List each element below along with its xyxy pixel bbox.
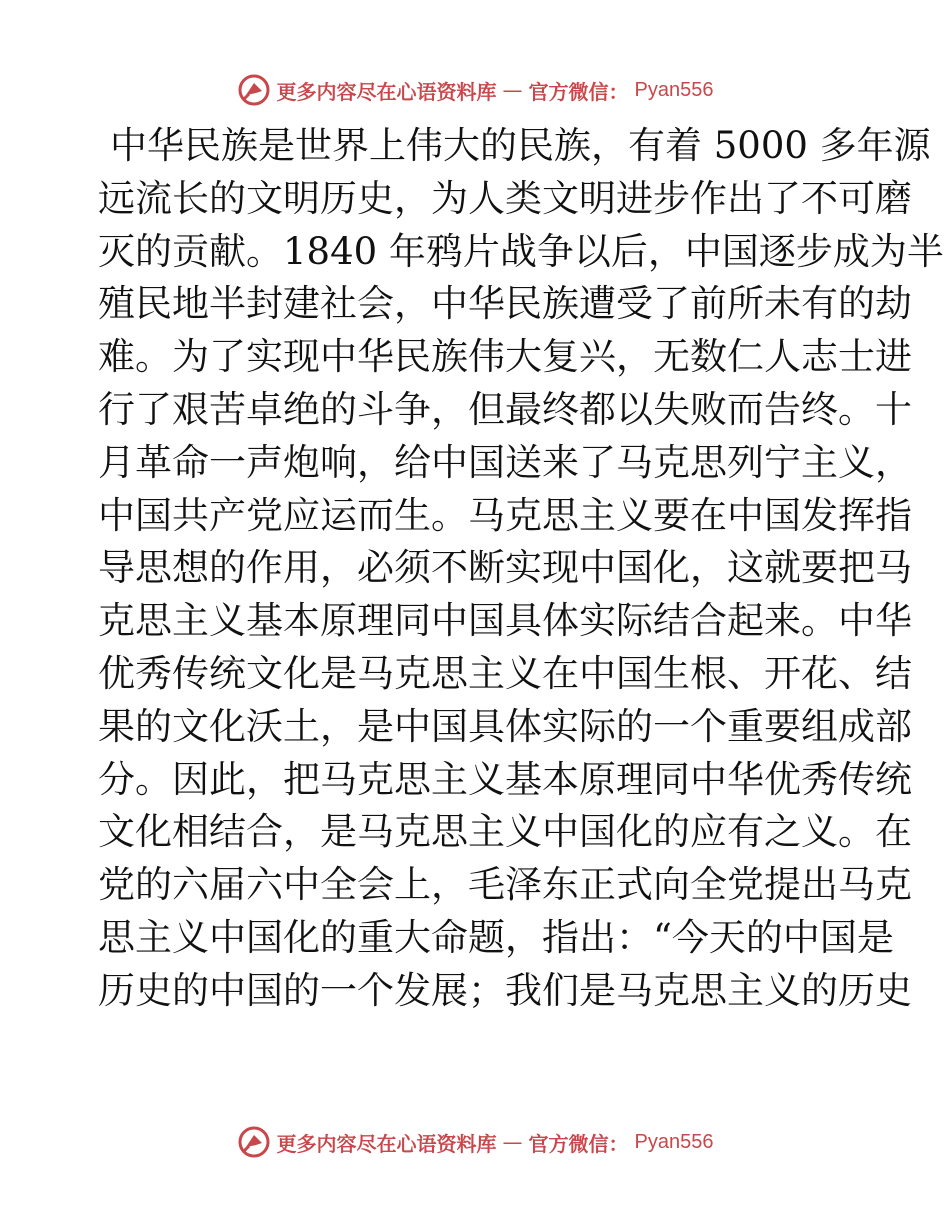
text-line: 难。为了实现中华民族伟大复兴，无数仁人志士进 bbox=[98, 335, 912, 379]
footer-separator: — bbox=[502, 1130, 523, 1154]
logo-icon bbox=[237, 1125, 271, 1159]
footer-account-label: 官方微信： bbox=[528, 1131, 629, 1156]
text-line: 克思主义基本原理同中国具体实际结合起来。中华 bbox=[98, 599, 912, 643]
text-line: 思主义中国化的重大命题，指出：“今天的中国是 bbox=[98, 915, 894, 959]
text-line: 党的六届六中全会上，毛泽东正式向全党提出马克 bbox=[98, 863, 912, 907]
text-line: 分。因此，把马克思主义基本原理同中华优秀传统 bbox=[98, 757, 912, 801]
text-line: 远流长的文明历史，为人类文明进步作出了不可磨 bbox=[98, 176, 912, 220]
text-line: 历史的中国的一个发展；我们是马克思主义的历史 bbox=[98, 968, 912, 1012]
text-line: 行了艰苦卓绝的斗争，但最终都以失败而告终。十 bbox=[98, 387, 912, 431]
header-account-label: 官方微信： bbox=[528, 79, 629, 104]
header-brand-text: 更多内容尽在心语资料库 bbox=[276, 79, 497, 104]
text-line: 果的文化沃土，是中国具体实际的一个重要组成部 bbox=[98, 704, 912, 748]
footer-brand-text: 更多内容尽在心语资料库 bbox=[276, 1131, 497, 1156]
header-banner-content bbox=[237, 73, 714, 107]
text-line: 中国共产党应运而生。马克思主义要在中国发挥指 bbox=[98, 493, 912, 537]
logo-icon bbox=[237, 73, 271, 107]
text-line: 中华民族是世界上伟大的民族，有着 5000 多年源 bbox=[110, 124, 931, 167]
header-separator: — bbox=[502, 78, 523, 102]
header-watermark-banner bbox=[0, 70, 950, 110]
text-line: 殖民地半封建社会，中华民族遭受了前所未有的劫 bbox=[98, 282, 912, 326]
text-line: 月革命一声炮响，给中国送来了马克思列宁主义， bbox=[98, 440, 912, 484]
footer-banner-content bbox=[237, 1125, 714, 1159]
footer-account-id: Pyan556 bbox=[634, 1130, 714, 1153]
document-body bbox=[98, 120, 944, 1018]
footer-watermark-banner bbox=[0, 1122, 950, 1162]
header-account-id: Pyan556 bbox=[634, 78, 714, 101]
text-line: 灭的贡献。1840 年鸦片战争以后，中国逐步成为半 bbox=[98, 229, 944, 273]
text-line: 优秀传统文化是马克思主义在中国生根、开花、结 bbox=[98, 651, 912, 695]
text-line: 文化相结合，是马克思主义中国化的应有之义。在 bbox=[98, 810, 912, 854]
text-line: 导思想的作用，必须不断实现中国化，这就要把马 bbox=[98, 546, 912, 590]
